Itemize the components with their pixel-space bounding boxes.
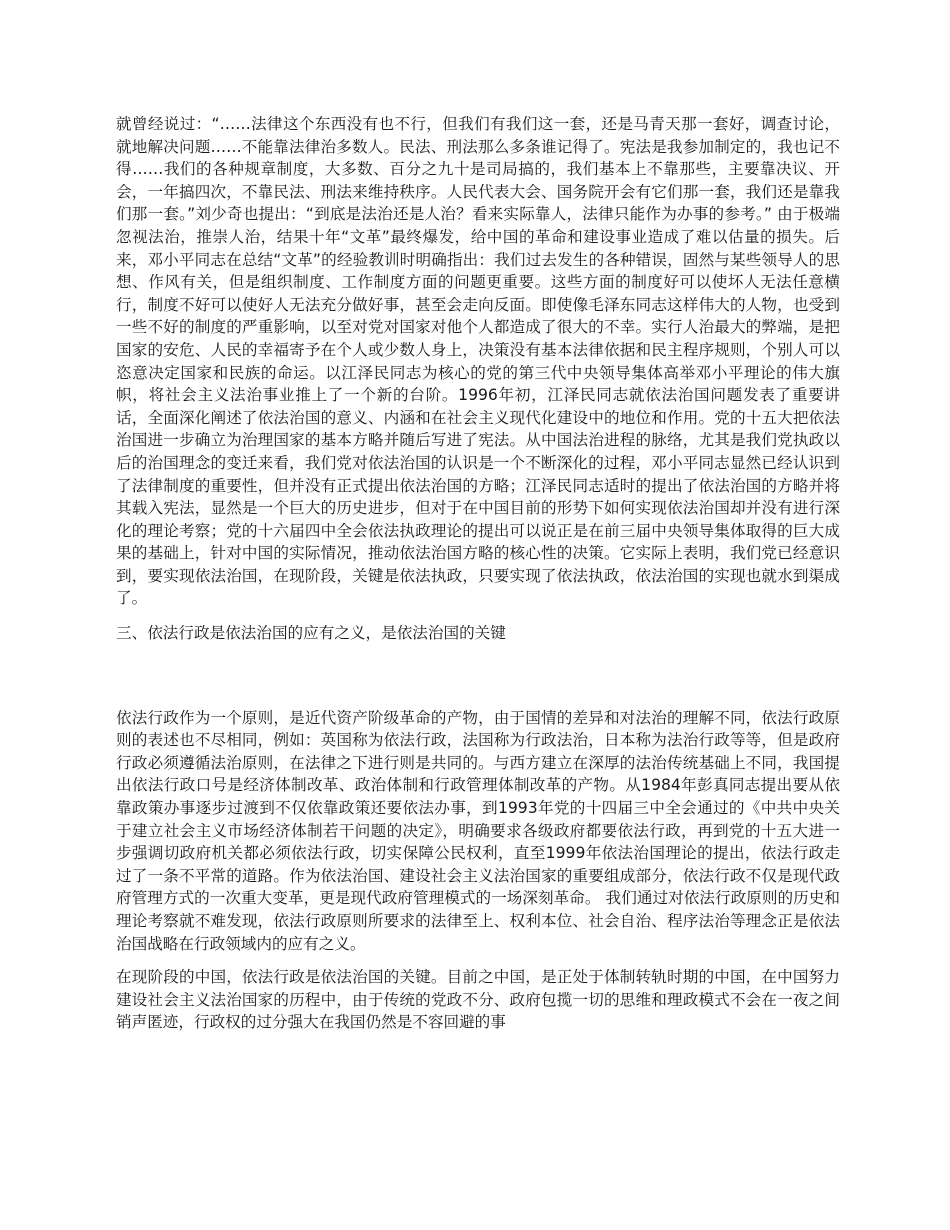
document-page [116,113,840,1034]
body-paragraph-1: 就曾经说过：“……法律这个东西没有也不行，但我们有我们这一套，还是马青天那一套好，调查讨论，就地解决问题……不能靠法律治多数人。民法、刑法那么多条谁记得了。宪法是我参加制定的，我也记不得……我们的各种规章制度，大多数、百分之九十是司局搞的，我们基本上不靠那些，主要靠决议、开会，一年搞四次，不靠民法、刑法来维持秩序。人民代表大会、国务院开会有它们那一套，我们还是靠我们那一套。”刘少奇也提出：“到底是法治还是人治？看来实际靠人，法律只能作为办事的参考。” 由于极端忽视法治，推崇人治，结果十年“文革”最终爆发，给中国的革命和建设事业造成了难以估量的损失。后来，邓小平同志在总结“文革”的经验教训时明确指出：我们过去发生的各种错误，固然与某些领导人的思想、作风有关，但是组织制度、工作制度方面的问题更重要。这些方面的制度好可以使坏人无法任意横行，制度不好可以使好人无法充分做好事，甚至会走向反面。即使像毛泽东同志这样伟大的人物，也受到一些不好的制度的严重影响，以至对党对国家对他个人都造成了很大的不幸。实行人治最大的弊端，是把国家的安危、人民的幸福寄予在个人或少数人身上，决策没有基本法律依据和民主程序规则，个别人可以恣意决定国家和民族的命运。以江泽民同志为核心的党的第三代中央领导集体高举邓小平理论的伟大旗帜，将社会主义法治事业推上了一个新的台阶。1996年初，江泽民同志就依法治国问题发表了重要讲话，全面深化阐述了依法治国的意义、内涵和在社会主义现代化建设中的地位和作用。党的十五大把依法治国进一步确立为治理国家的基本方略并随后写进了宪法。从中国法治进程的脉络，尤其是我们党执政以后的治国理念的变迁来看，我们党对依法治国的认识是一个不断深化的过程，邓小平同志显然已经认识到了法律制度的重要性，但并没有正式提出依法治国的方略；江泽民同志适时的提出了依法治国的方略并将其载入宪法，显然是一个巨大的历史进步，但对于在中国目前的形势下如何实现依法治国却并没有进行深化的理论考察；党的十六届四中全会依法执政理论的提出可以说正是在前三届中央领导集体取得的巨大成果的基础上，针对中国的实际情况，推动依法治国方略的核心性的决策。它实际上表明，我们党已经意识到，要实现依法治国，在现阶段，关键是依法执政，只要实现了依法执政，依法治国的实现也就水到渠成了。 [116,115,840,608]
section-heading-3: 三、依法行政是依法治国的应有之义，是依法治国的关键 [116,624,506,643]
section-spacer [116,645,840,707]
body-paragraph-2: 依法行政作为一个原则，是近代资产阶级革命的产物，由于国情的差异和对法治的理解不同，依法行政原则的表述也不尽相同，例如：英国称为依法行政，法国称为行政法治，日本称为法治行政等等，但是政府行政必须遵循法治原则，在法律之下进行则是共同的。与西方建立在深厚的法治传统基础上不同，我国提出依法行政口号是经济体制改革、政治体制和行政管理体制改革的产物。从1984年彭真同志提出要从依靠政策办事逐步过渡到不仅依靠政策还要依法办事，到1993年党的十四届三中全会通过的《中共中央关于建立社会主义市场经济体制若干问题的决定》，明确要求各级政府都要依法行政，再到党的十五大进一步强调切政府机关都必须依法行政，切实保障公民权利，直至1999年依法治国理论的提出，依法行政走过了一条不平常的道路。作为依法治国、建设社会主义法治国家的重要组成部分，依法行政不仅是现代政府管理方式的一次重大变革，更是现代政府管理模式的一场深刻革命。 我们通过对依法行政原则的历史和理论考察就不难发现，依法行政原则所要求的法律至上、权利本位、社会自治、程序法治等理念正是依法治国战略在行政领域内的应有之义。 [116,708,840,953]
body-paragraph-3: 在现阶段的中国，依法行政是依法治国的关键。目前之中国，是正处于体制转轨时期的中国，在中国努力建设社会主义法治国家的历程中，由于传统的党政不分、政府包揽一切的思维和理政模式不会在一夜之间销声匿迹，行政权的过分强大在我国仍然是不容回避的事 [116,968,840,1032]
